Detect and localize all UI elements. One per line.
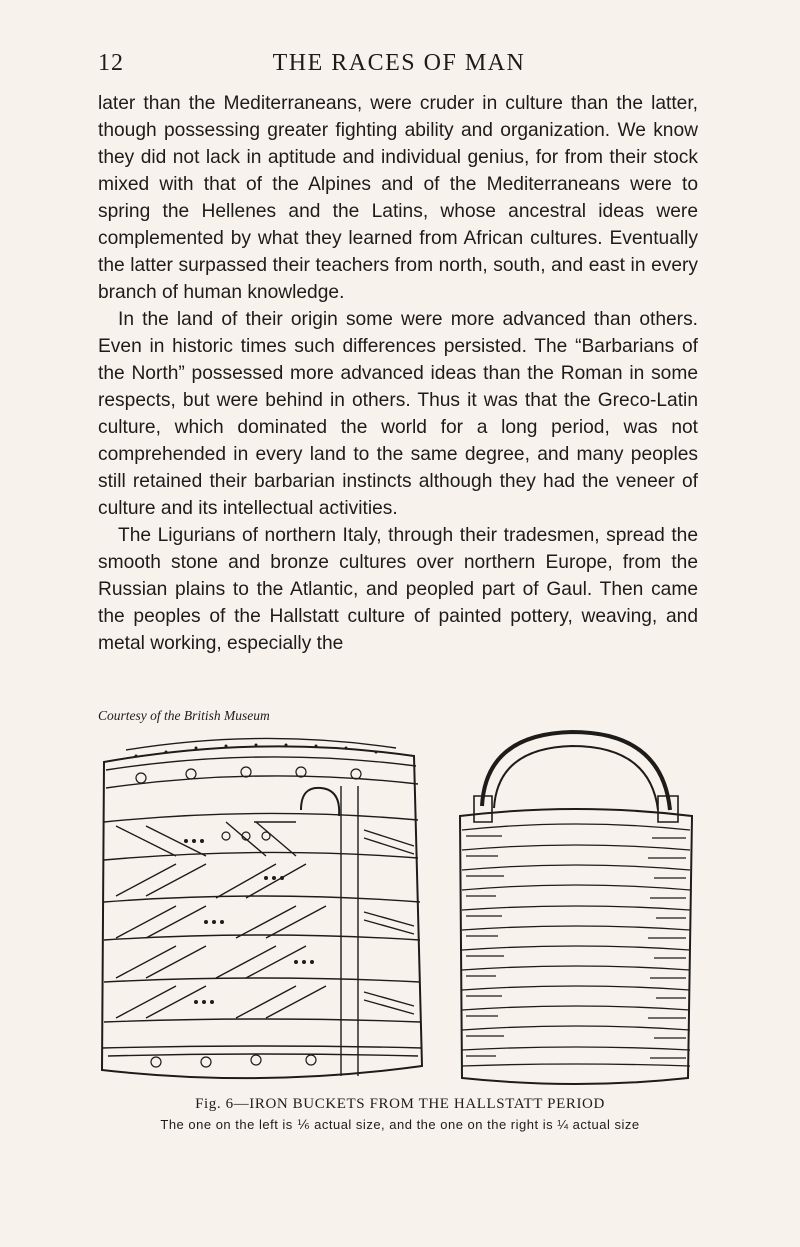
body-text — [98, 90, 698, 657]
page-number: 12 — [98, 50, 124, 76]
paragraph-2: In the land of their origin some were more advanced than others. Even in historic times such differences persisted. The “Barbarians of the North” possessed more advanced ideas than the Roman in some respects, but were behind in others. Thus it was that the Greco-Latin culture, which dominated the world for a long period, was not comprehended in every land to the same degree, and many peoples still retained their barbarian instincts although they had the veneer of culture and its intellectual activities. — [98, 309, 698, 519]
decorated-bucket-illustration — [96, 726, 426, 1088]
ribbed-bucket-illustration — [452, 726, 700, 1088]
figure-caption: Fig. 6—IRON BUCKETS FROM THE HALLSTATT PERIOD — [195, 1096, 605, 1112]
page-header — [98, 50, 700, 84]
paragraph-1: later than the Mediterraneans, were cruder in culture than the latter, though possessing greater fighting ability and organization. We know they did not lack in aptitude and individual genius, for from their stock mixed with that of the Alpines and of the Mediterraneans were to spring the Hellenes and the Latins, whose ancestral ideas were complemented by what they learned from African cultures. Eventually the latter surpassed their teachers from north, south, and east in every branch of human knowledge. — [98, 93, 698, 303]
paragraph-3: The Ligurians of northern Italy, through their tradesmen, spread the smooth stone and bronze cultures over northern Europe, from the Russian plains to the Atlantic, and peopled part of Gaul. Then came the peoples of the Hallstatt culture of painted pottery, weaving, and metal working, especially the — [98, 525, 698, 654]
running-head: THE RACES OF MAN — [272, 50, 526, 76]
figure-subcaption: The one on the left is ⅙ actual size, and the one on the right is ¼ actual size — [160, 1117, 640, 1132]
figure-courtesy-credit: Courtesy of the British Museum — [98, 708, 270, 723]
